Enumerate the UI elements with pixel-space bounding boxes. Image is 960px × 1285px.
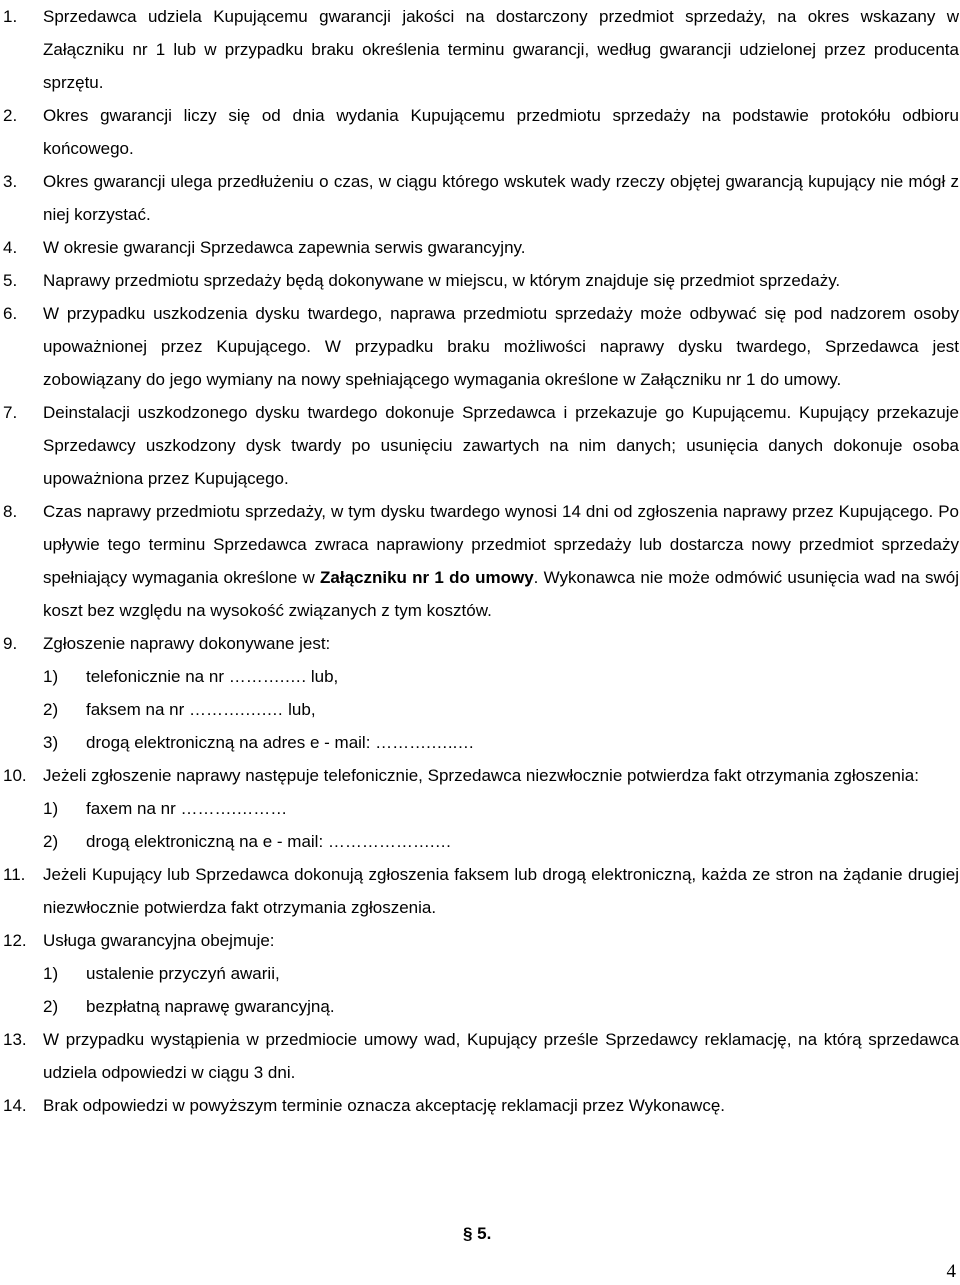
item-number: 4. [3,238,18,257]
item-text: Okres gwarancji ulega przedłużeniu o czas, w ciągu którego wskutek wady rzeczy objętej gwarancją kupujący nie mógł z niej korzystać. [43,172,959,224]
sub-item-text: faksem na nr ……….….… lub, [86,700,316,719]
sub-item-number: 2) [43,997,59,1016]
item-text: Brak odpowiedzi w powyższym terminie oznacza akceptację reklamacji przez Wykonawcę. [43,1096,726,1115]
item-text: Deinstalacji uszkodzonego dysku twardego dokonuje Sprzedawca i przekazuje go Kupującemu. Kupujący przekazuje Sprzedawcy uszkodzony dysk twardy po usunięciu zawartych na nim danych; usunięcia danych dokonuje osoba upoważniona przez Kupującego. [43,403,959,488]
item-text [43,495,959,627]
sub-item-text: telefonicznie na nr ……….…. lub, [86,667,339,686]
list-item-9 [0,627,960,759]
sub-item-number: 1) [43,799,59,818]
sub-item-number: 1) [43,964,59,983]
item-text: Naprawy przedmiotu sprzedaży będą dokonywane w miejscu, w którym znajduje się przedmiot sprzedaży. [43,271,841,290]
list-item-14 [0,1089,960,1122]
list-item-8 [0,495,960,627]
item-number: 2. [3,106,18,125]
list-item-10 [0,759,960,858]
sub-item-text: bezpłatną naprawę gwarancyjną. [86,997,335,1016]
sub-item-number: 1) [43,667,59,686]
item-number: 3. [3,172,18,191]
item-text-part: Czas naprawy przedmiotu sprzedaży, w tym dysku twardego wynosi 14 dni od zgłoszenia naprawy przez Kupującego. Po upływie tego terminu Sprzedawca zwraca naprawiony przedmiot sprzedaży lub dostarcza nowy przedmiot sprzedaży spełniający wymagania określone w [43,502,959,587]
item-number: 11. [3,865,26,884]
sub-item-number: 2) [43,832,59,851]
list-item-12 [0,924,960,1023]
sub-item-text: drogą elektroniczną na e - mail: ……………….… [86,832,452,851]
list-item-1 [0,0,960,99]
sub-item-text: ustalenie przyczyń awarii, [86,964,280,983]
sub-item [43,726,959,759]
sub-item-text: faxem na nr ……….……… [86,799,288,818]
sub-item [43,660,959,693]
section-heading: § 5. [463,1224,492,1243]
list-item-13 [0,1023,960,1089]
item-number: 12. [3,931,27,950]
list-item-7 [0,396,960,495]
annex-reference: Załączniku nr 1 do umowy [320,568,534,587]
item-text: W przypadku wystąpienia w przedmiocie umowy wad, Kupujący prześle Sprzedawcy reklamację, na którą sprzedawca udziela odpowiedzi w ciągu 3 dni. [43,1030,959,1082]
item-number: 5. [3,271,18,290]
list-item-2 [0,99,960,165]
sub-item [43,990,959,1023]
sub-item [43,792,959,825]
item-number: 8. [3,502,18,521]
item-text: W przypadku uszkodzenia dysku twardego, naprawa przedmiotu sprzedaży może odbywać się pod nadzorem osoby upoważnionej przez Kupującego. W przypadku braku możliwości naprawy dysku twardego, Sprzedawca jest zobowiązany do jego wymiany na nowy spełniającego wymagania określone w Załączniku nr 1 do umowy. [43,304,959,389]
item-number: 13. [3,1030,27,1049]
sub-item [43,693,959,726]
list-item-4 [0,231,960,264]
item-text: Okres gwarancji liczy się od dnia wydania Kupującemu przedmiotu sprzedaży na podstawie protokółu odbioru końcowego. [43,106,959,158]
item-number: 14. [3,1096,27,1115]
sub-item [43,957,959,990]
item-number: 10. [3,766,27,785]
item-text: W okresie gwarancji Sprzedawca zapewnia serwis gwarancyjny. [43,238,526,257]
sub-item-number: 2) [43,700,59,719]
sub-item-number: 3) [43,733,59,752]
item-text-part: . Wykonawca nie może odmówić usunięcia wad na swój koszt bez względu na wysokość związanych z tym kosztów. [43,568,959,620]
item-number: 9. [3,634,18,653]
list-item-3 [0,165,960,231]
sub-item [43,825,959,858]
item-number: 6. [3,304,18,323]
item-text: Jeżeli zgłoszenie naprawy następuje telefonicznie, Sprzedawca niezwłocznie potwierdza fakt otrzymania zgłoszenia: [43,766,919,785]
list-item-11 [0,858,960,924]
item-text: Sprzedawca udziela Kupującemu gwarancji jakości na dostarczony przedmiot sprzedaży, na okres wskazany w Załączniku nr 1 lub w przypadku braku określenia terminu gwarancji, według gwarancji udzielonej przez producenta sprzętu. [43,7,959,92]
item-number: 7. [3,403,18,422]
sub-item-text: drogą elektroniczną na adres e - mail: ……….…..… [86,733,475,752]
list-item-5 [0,264,960,297]
page-number: 4 [946,1261,956,1282]
item-text: Zgłoszenie naprawy dokonywane jest: [43,634,331,653]
item-text: Usługa gwarancyjna obejmuje: [43,931,275,950]
list-item-6 [0,297,960,396]
item-text: Jeżeli Kupujący lub Sprzedawca dokonują zgłoszenia faksem lub drogą elektroniczną, każda ze stron na żądanie drugiej niezwłocznie potwierdza fakt otrzymania zgłoszenia. [43,865,959,917]
item-number: 1. [3,7,18,26]
